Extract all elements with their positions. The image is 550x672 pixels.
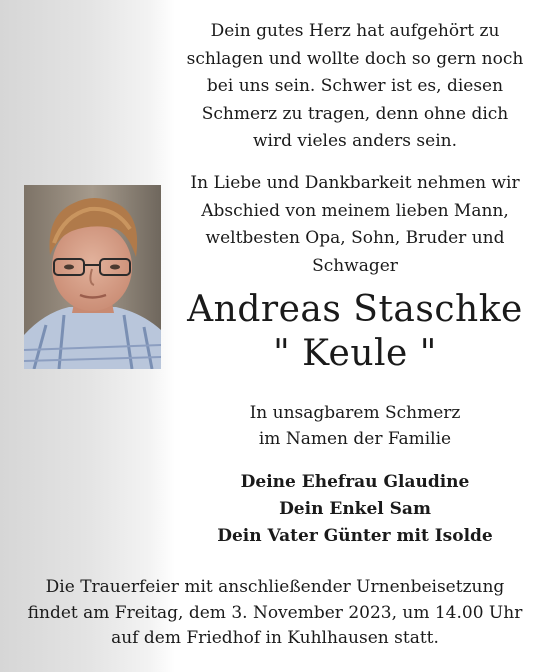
intro-line: In Liebe und Dankbarkeit nehmen wir <box>190 173 520 193</box>
family-member: Dein Enkel Sam <box>279 499 431 519</box>
service-info <box>10 575 540 652</box>
poem-line: schlagen und wollte doch so gern noch <box>186 48 524 69</box>
poem <box>170 18 540 156</box>
portrait-photo <box>24 185 161 369</box>
poem-line: Schmerz zu tragen, denn ohne dich <box>201 103 509 124</box>
family-member: Dein Vater Günter mit Isolde <box>217 526 493 546</box>
family-member: Deine Ehefrau Glaudine <box>240 472 470 492</box>
poem-line: Dein gutes Herz hat aufgehört zu <box>210 21 500 41</box>
farewell-intro <box>170 170 540 280</box>
service-line: auf dem Friedhof in Kuhlhausen statt. <box>111 628 439 648</box>
deceased-name-block <box>170 288 540 376</box>
intro-line: Schwager <box>312 255 398 276</box>
deceased-nickname: " Keule " <box>273 333 437 374</box>
service-line: findet am Freitag, dem 3. November 2023, um 14.00 Uhr <box>27 602 523 623</box>
poem-line: bei uns sein. Schwer ist es, diesen <box>206 76 504 96</box>
poem-line: wird vieles anders sein. <box>253 131 457 151</box>
family-intro <box>170 400 540 452</box>
deceased-name: Andreas Staschke <box>187 289 523 330</box>
family-intro-line: im Namen der Familie <box>258 429 452 449</box>
intro-line: Abschied von meinem lieben Mann, <box>201 200 509 221</box>
family-intro-line: In unsagbarem Schmerz <box>249 403 461 423</box>
family-members <box>170 469 540 550</box>
intro-line: weltbesten Opa, Sohn, Bruder und <box>205 228 505 248</box>
service-line: Die Trauerfeier mit anschließender Urnenbeisetzung <box>45 577 505 597</box>
portrait-image <box>24 185 161 369</box>
